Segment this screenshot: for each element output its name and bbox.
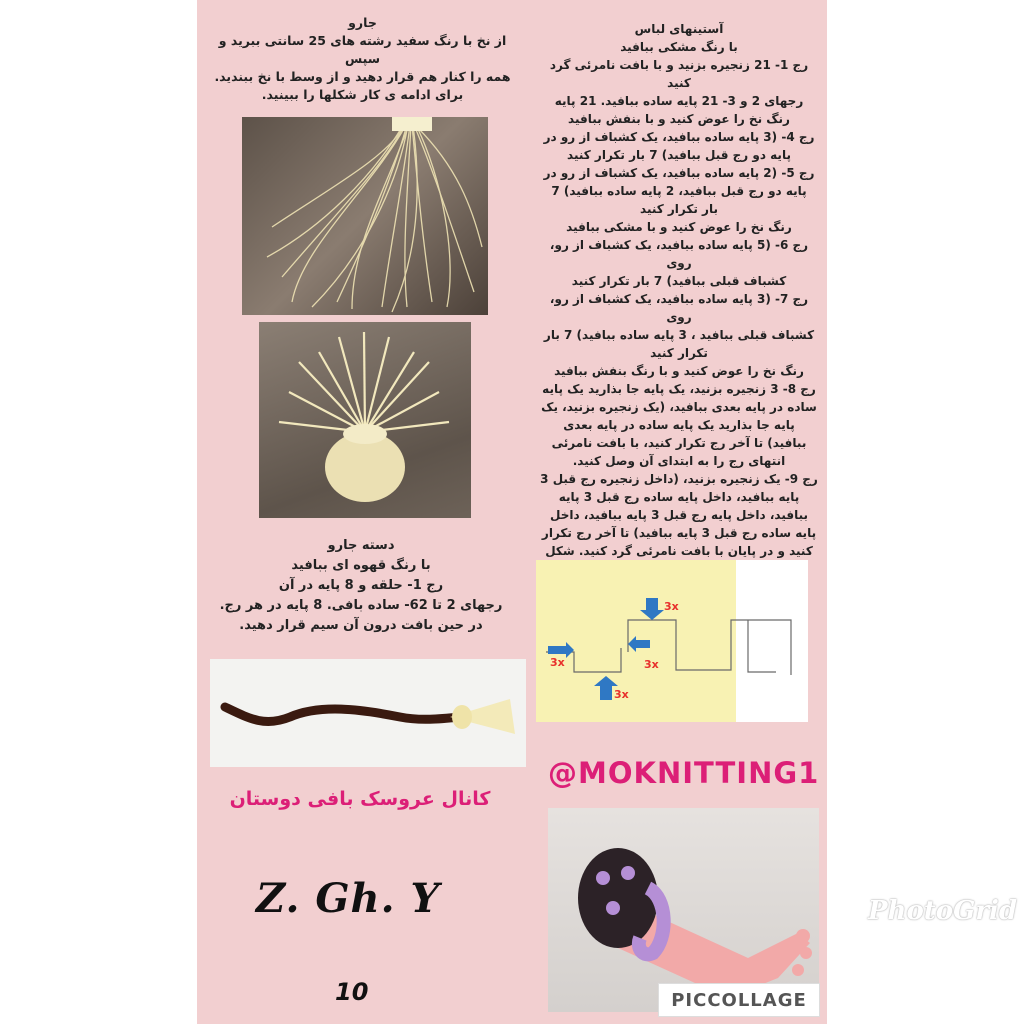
handle-instructions (204, 536, 518, 636)
handle-line: با رنگ قهوه ای ببافید (291, 558, 431, 573)
handle-line: رجهای 2 تا 62- ساده بافی. 8 پایه در هر رج. (219, 598, 503, 613)
sleeve-line: پایه دو رج قبل ببافید، 2 پایه ساده ببافید) 7 (551, 184, 807, 198)
diagram-label: 3x (644, 658, 659, 671)
diagram-label: 3x (664, 600, 679, 613)
sleeve-line: رج 5- (2 پایه ساده ببافید، یک کشباف از رو در (543, 166, 815, 180)
sleeve-line: رج 6- (5 پایه ساده ببافید، یک کشباف از رو، روی (549, 238, 809, 270)
broom-photo (210, 659, 526, 767)
broom-head-photo (259, 322, 471, 518)
diagram-label: 3x (614, 688, 629, 701)
sleeve-line: ببافید) تا آخر رج تکرار کنید، با بافت نامرئی (551, 436, 807, 450)
signature: Z. Gh. Y (256, 875, 440, 922)
diagram-label: 3x (550, 656, 565, 669)
sleeve-line: پایه جا بذارید یک پایه ساده در پایه بعدی (563, 418, 795, 432)
sleeve-line: رج 7- (3 پایه ساده ببافید، یک کشباف از رو، روی (549, 292, 809, 324)
handle-line: در حین بافت درون آن سیم قرار دهید. (239, 618, 483, 633)
sleeve-line: رج 1- 21 زنجیره بزنید و با بافت نامرئی گرد کنید (549, 58, 809, 90)
sleeve-line: ساده در پایه بعدی ببافید، (یک زنجیره بزنید، یک (541, 400, 817, 414)
channel-name: کانال عروسک بافی دوستان (229, 788, 491, 810)
instagram-handle: @MOKNITTING1 (548, 756, 820, 790)
sleeve-line: تکرار کنید (650, 346, 708, 360)
sleeve-line: رجهای 2 و 3- 21 پایه ساده ببافید. 21 پایه (554, 94, 804, 108)
piccollage-badge: PICCOLLAGE (658, 983, 820, 1017)
sleeve-line: رنگ نخ را عوض کنید و با مشکی ببافید (566, 220, 792, 234)
sleeve-line: کشباف قبلی ببافید ، 3 پایه ساده ببافید) 7 بار (543, 328, 815, 342)
sleeve-line: پایه ببافید، داخل پایه ساده رج قبل 3 پایه (558, 490, 800, 504)
sleeve-line: پایه دو رج قبل ببافید) 7 بار تکرار کنید (567, 148, 791, 162)
sleeve-instructions (538, 20, 820, 596)
sleeve-line: رنگ نخ را عوض کنید و با بنفش ببافید (568, 112, 790, 126)
broom-title: جارو (348, 15, 377, 30)
handle-title: دسته جارو (327, 538, 395, 553)
sleeve-line: کنید و در پایان با بافت نامرئی گرد کنید. شکل (545, 544, 813, 558)
sleeve-line: رنگ نخ را عوض کنید و با رنگ بنفش ببافید (554, 364, 804, 378)
sleeve-line: رج 4- (3 پایه ساده ببافید، یک کشباف از رو در (543, 130, 815, 144)
broom-line: برای ادامه ی کار شکلها را ببینید. (261, 87, 464, 102)
sleeve-line: کشباف قبلی ببافید) 7 بار تکرار کنید (571, 274, 787, 288)
sleeve-line: انتهای رج را به ابتدای آن وصل کنید. (572, 454, 786, 468)
broom-instructions (200, 14, 525, 104)
sleeve-line: بار تکرار کنید (640, 202, 718, 216)
sleeve-photo (548, 808, 819, 1012)
broom-line: از نخ با رنگ سفید رشته های 25 سانتی ببرید و سپس (218, 33, 507, 66)
broom-strands-photo (242, 117, 488, 315)
page-number: 10 (335, 978, 369, 1006)
sleeve-line: رج 8- 3 زنجیره بزنید، یک پایه جا بذارید یک پایه (542, 382, 816, 396)
sleeve-line: ببافید، داخل پایه رج قبل 3 پایه ببافید، داخل (550, 508, 808, 522)
handle-line: رج 1- حلقه و 8 پایه در آن (278, 578, 444, 593)
broom-line: همه را کنار هم قرار دهید و از وسط با نخ ببندید. (214, 69, 511, 84)
sleeve-line: با رنگ مشکی ببافید (620, 40, 738, 54)
sleeve-line: پایه ساده رج قبل 3 پایه ببافید) تا آخر رج تکرار (541, 526, 817, 540)
sleeve-line: رج 9- یک زنجیره بزنید، (داخل زنجیره رج قبل 3 (540, 472, 818, 486)
stitch-diagram (536, 560, 808, 722)
photogrid-watermark: PhotoGrid (868, 896, 1018, 926)
sleeve-title: آستینهای لباس (634, 22, 724, 36)
